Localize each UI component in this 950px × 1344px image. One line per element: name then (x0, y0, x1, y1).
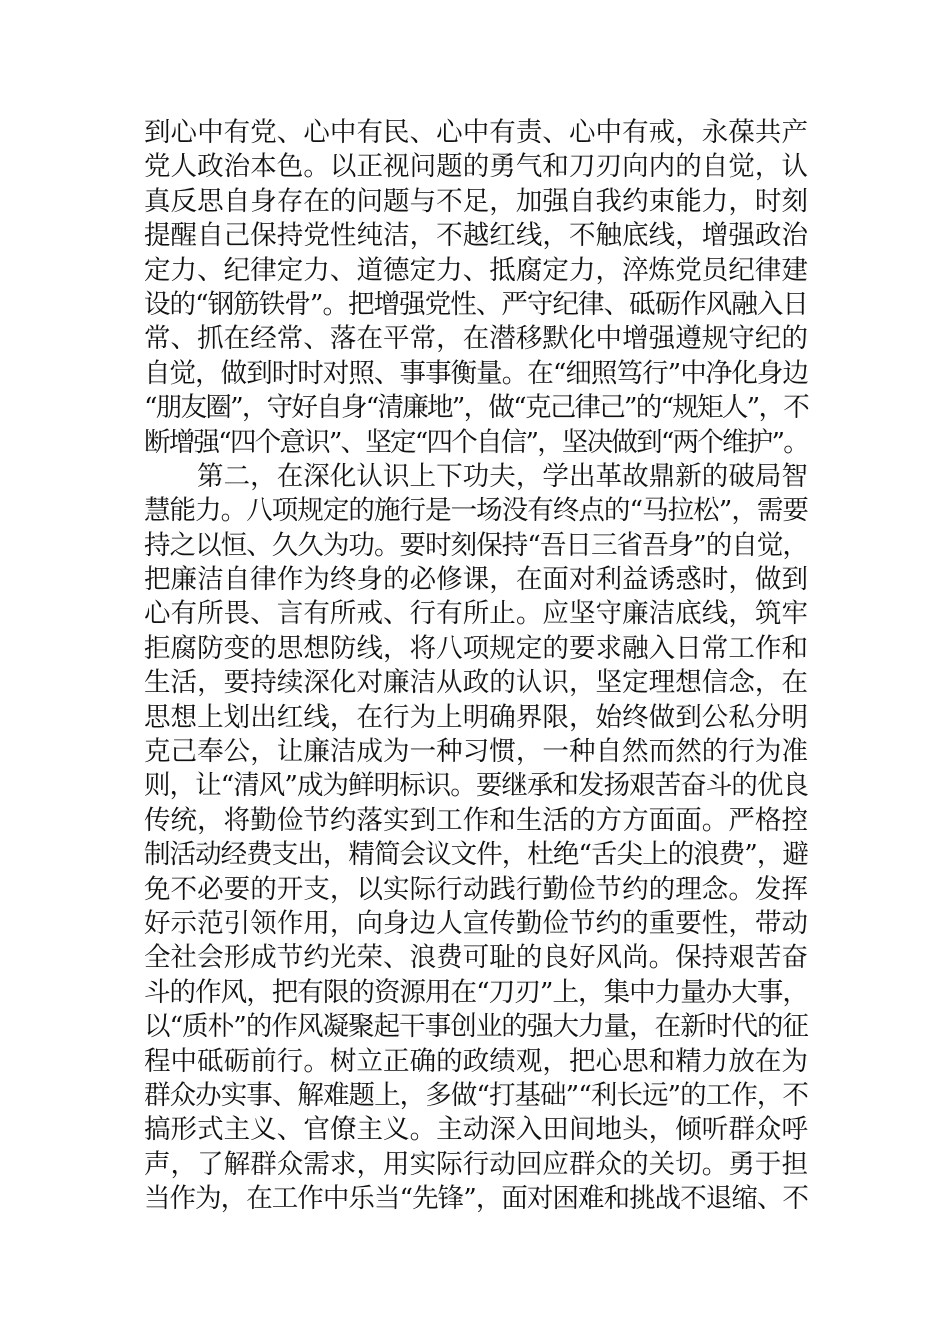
text-line: “朋友圈”，守好自身“清廉地”，做“克己律己”的“规矩人”，不 (144, 392, 808, 424)
text-line: 慧能力。八项规定的施行是一场没有终点的“马拉松”，需要 (144, 495, 808, 527)
text-line: 把廉洁自律作为终身的必修课，在面对利益诱惑时，做到 (144, 564, 808, 596)
text-line: 提醒自己保持党性纯洁，不越红线，不触底线，增强政治 (144, 220, 808, 252)
text-line: 声，了解群众需求，用实际行动回应群众的关切。勇于担 (144, 1148, 808, 1180)
text-line: 程中砥砺前行。树立正确的政绩观，把心思和精力放在为 (144, 1045, 808, 1077)
text-line: 设的“钢筋铁骨”。把增强党性、严守纪律、砥砺作风融入日 (144, 288, 808, 320)
text-line: 斗的作风，把有限的资源用在“刀刃”上，集中力量办大事， (144, 976, 808, 1008)
text-line: 定力、纪律定力、道德定力、抵腐定力，淬炼党员纪律建 (144, 254, 808, 286)
text-line: 自觉，做到时时对照、事事衡量。在“细照笃行”中净化身边 (144, 357, 808, 389)
text-line: 群众办实事、解难题上，多做“打基础”“利长远”的工作，不 (144, 1079, 808, 1111)
text-line: 传统，将勤俭节约落实到工作和生活的方方面面。严格控 (144, 804, 808, 836)
text-line: 当作为，在工作中乐当“先锋”，面对困难和挑战不退缩、不 (144, 1183, 808, 1215)
text-line: 制活动经费支出，精简会议文件，杜绝“舌尖上的浪费”，避 (144, 839, 808, 871)
text-line: 克己奉公，让廉洁成为一种习惯，一种自然而然的行为准 (144, 736, 808, 768)
paragraph-end-line: 断增强“四个意识”、坚定“四个自信”，坚决做到“两个维护”。 (144, 426, 808, 458)
text-line: 到心中有党、心中有民、心中有责、心中有戒，永葆共产 (144, 117, 808, 148)
text-line: 思想上划出红线，在行为上明确界限，始终做到公私分明 (144, 701, 808, 733)
text-line: 心有所畏、言有所戒、行有所止。应坚守廉洁底线，筑牢 (144, 598, 808, 630)
text-line: 全社会形成节约光荣、浪费可耻的良好风尚。保持艰苦奋 (144, 942, 808, 974)
text-line: 真反思自身存在的问题与不足，加强自我约束能力，时刻 (144, 185, 808, 217)
text-line: 好示范引领作用，向身边人宣传勤俭节约的重要性，带动 (144, 907, 808, 939)
text-line: 持之以恒、久久为功。要时刻保持“吾日三省吾身”的自觉， (144, 529, 808, 561)
paragraph-start-line: 第二，在深化认识上下功夫，学出革故鼎新的破局智 (197, 460, 808, 492)
text-line: 以“质朴”的作风凝聚起干事创业的强大力量，在新时代的征 (144, 1011, 808, 1043)
text-line: 常、抓在经常、落在平常，在潜移默化中增强遵规守纪的 (144, 323, 808, 355)
text-line: 搞形式主义、官僚主义。主动深入田间地头，倾听群众呼 (144, 1114, 808, 1146)
text-line: 拒腐防变的思想防线，将八项规定的要求融入日常工作和 (144, 632, 808, 664)
text-line: 则，让“清风”成为鲜明标识。要继承和发扬艰苦奋斗的优良 (144, 770, 808, 802)
body-text (144, 116, 808, 1217)
text-line: 生活，要持续深化对廉洁从政的认识，坚定理想信念，在 (144, 667, 808, 699)
text-line: 党人政治本色。以正视问题的勇气和刀刃向内的自觉，认 (144, 151, 808, 183)
text-line: 免不必要的开支，以实际行动践行勤俭节约的理念。发挥 (144, 873, 808, 905)
